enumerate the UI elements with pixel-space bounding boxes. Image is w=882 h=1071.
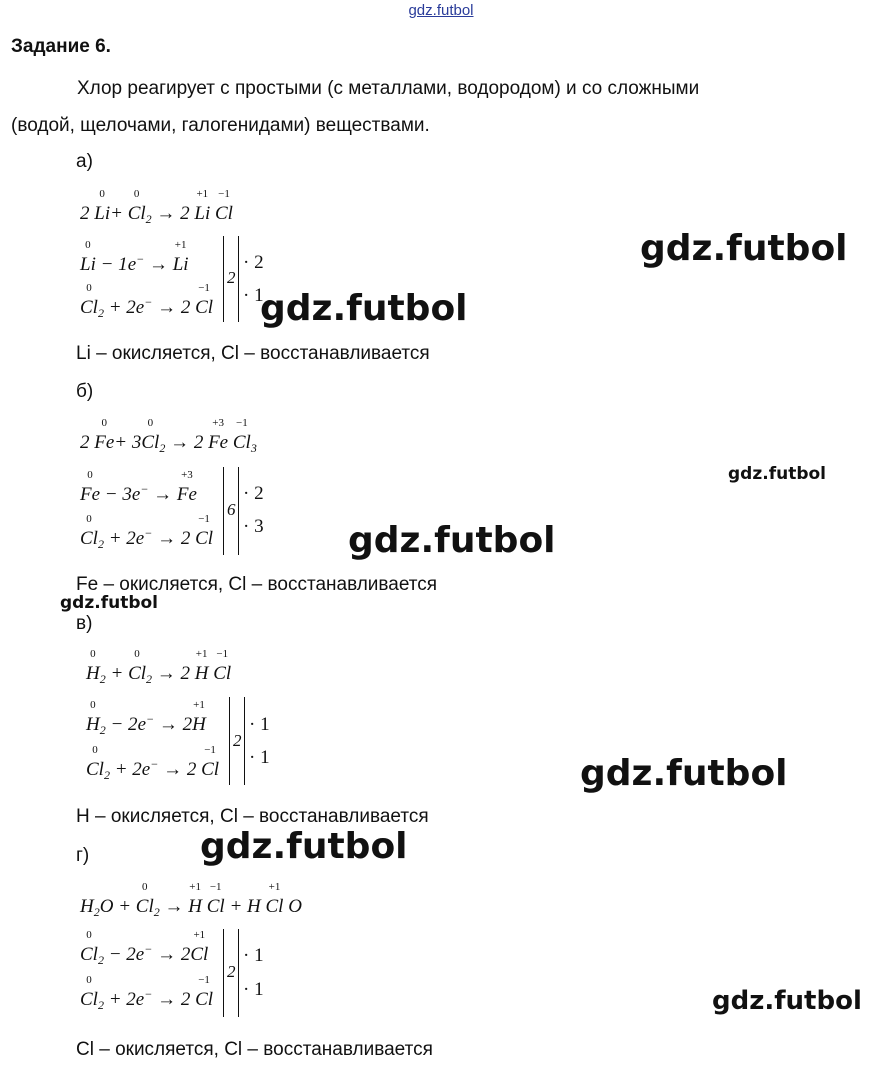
part-a-balance-line-2 [238, 236, 239, 322]
part-v-conclusion: H – окисляется, Cl – восстанавливается [76, 806, 429, 827]
watermark-2: gdz.futbol [260, 288, 468, 329]
part-g-balance-line-2 [238, 929, 239, 1017]
task-intro [11, 70, 869, 144]
part-a-balance-coef: 2 [227, 268, 236, 287]
part-a-balance-line [223, 236, 224, 322]
watermark-3: gdz.futbol [728, 464, 826, 484]
part-g-factor-2: · 1 [243, 979, 264, 1000]
part-v-half-oxidation: 0 $H_2 - 2e^- \to 2$ +1 H [86, 699, 206, 737]
part-g-balance-line [223, 929, 224, 1017]
intro-line-1: Хлор реагирует с простыми (с металлами, водородом) и со сложными [77, 78, 700, 99]
part-a-half-reduction: 0 $Cl_2 + 2e^- \to 2$ −1 Cl [80, 282, 214, 320]
part-b-label: б) [76, 381, 94, 402]
part-g-label: г) [76, 845, 90, 866]
part-g-factor-1: · 1 [243, 945, 264, 966]
part-a-conclusion: Li – окисляется, Cl – восстанавливается [76, 343, 430, 364]
task-title: Задание 6. [11, 36, 111, 57]
part-b-conclusion: Fe – окисляется, Cl – восстанавливается [76, 574, 438, 595]
part-b-factor-1: · 2 [243, 483, 264, 504]
part-g-balance-coef: 2 [227, 962, 236, 981]
part-a-factor-2: · 1 [243, 285, 264, 306]
part-a-half-oxidation: 0 Li − 1e− → +1 Li [80, 239, 189, 275]
header-watermark-link[interactable]: gdz.futbol [408, 2, 474, 19]
watermark-4: gdz.futbol [348, 520, 556, 561]
part-b-balance-line [223, 467, 224, 555]
watermark-6: gdz.futbol [580, 753, 788, 794]
part-v-balance-coef: 2 [233, 731, 242, 750]
part-g-half-oxidation: 0 $Cl_2 - 2e^- \to 2$ +1 Cl [80, 929, 209, 967]
part-v-equation: 0 $H_2$ + 0 $Cl_2 \to 2$ +1 H −1 Cl [86, 648, 232, 686]
part-v-balance-line-2 [244, 697, 245, 785]
part-a-equation: 2 0 Li+ 0 $Cl_2 \to 2$ +1 Li −1 Cl [80, 188, 233, 226]
watermark-1: gdz.futbol [640, 228, 848, 269]
part-g-equation: $H_2O$ + 0 $Cl_2$ → +1 H −1 Cl + H +1 Cl O [80, 881, 302, 919]
part-b-equation: 2 0 Fe+ 3 0 $Cl_2 \to 2$ +3 Fe −1 $Cl_3$ [80, 417, 257, 455]
watermark-8: gdz.futbol [712, 986, 862, 1016]
part-g-half-reduction: 0 $Cl_2 + 2e^- \to 2$ −1 Cl [80, 974, 214, 1012]
part-v-balance-line [229, 697, 230, 785]
part-a-label: а) [76, 151, 93, 172]
part-b-factor-2: · 3 [243, 516, 264, 537]
watermark-7: gdz.futbol [200, 826, 408, 867]
part-b-half-reduction: 0 $Cl_2 + 2e^- \to 2$ −1 Cl [80, 513, 214, 551]
part-g-conclusion: Cl – окисляется, Cl – восстанавливается [76, 1039, 433, 1060]
part-v-factor-2: · 1 [249, 747, 270, 768]
part-b-balance-coef: 6 [227, 500, 236, 519]
part-v-factor-1: · 1 [249, 714, 270, 735]
part-v-half-reduction: 0 $Cl_2 + 2e^- \to 2$ −1 Cl [86, 744, 220, 782]
part-b-half-oxidation: 0 Fe − 3e− → +3 Fe [80, 469, 197, 505]
part-v-label: в) [76, 613, 93, 634]
watermark-5: gdz.futbol [60, 593, 158, 613]
intro-line-2: (водой, щелочами, галогенидами) веществами. [11, 115, 430, 136]
part-b-balance-line-2 [238, 467, 239, 555]
part-a-factor-1: · 2 [243, 252, 264, 273]
